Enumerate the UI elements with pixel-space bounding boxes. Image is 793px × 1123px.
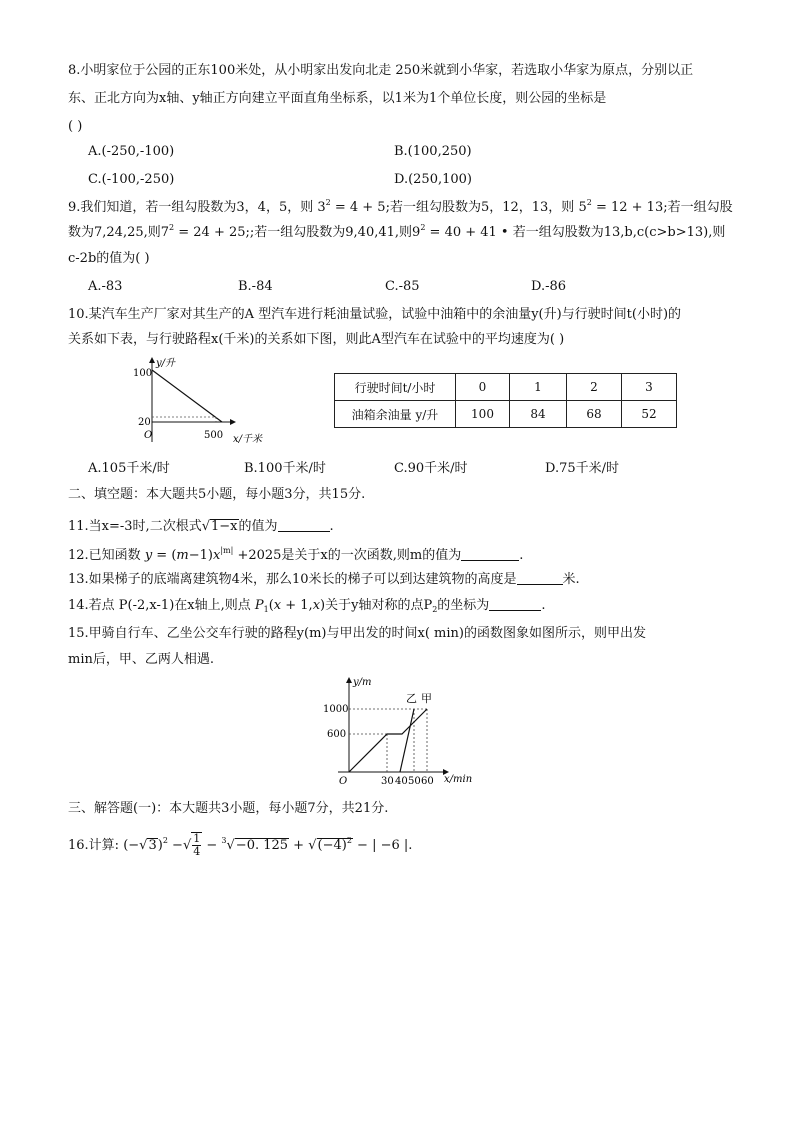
q12: 12.已知函数 $y = (m-1)x^{|m|} +2025$是关于x的一次函数,则m的值为 . bbox=[68, 546, 524, 563]
section-2-heading: 二、填空题：本大题共5小题，每小题3分，共15分. bbox=[68, 487, 366, 502]
q8-line-1: 8.小明家位于公园的正东100米处，从小明家出发向北走 250米就到小华家，若选取小华家为原点，分别以正 bbox=[68, 63, 694, 78]
q10-origin: O bbox=[144, 430, 153, 441]
q10-fuel-line bbox=[152, 370, 222, 422]
q9-line-2: 数为7,24,25,则$7^2 = 24 + 25$;;若一组勾股数为9,40,41,则$9^2 = 40 + 41$ • 若一组勾股数为13,b,c(c>b>13),则 bbox=[68, 223, 726, 240]
q10-fuel-graph bbox=[120, 350, 280, 455]
q8-line-2: 东、正北方向为x轴、y轴正方向建立平面直角坐标系，以1米为1个单位长度，则公园的坐标是 bbox=[68, 91, 607, 106]
q9-option-a: A.-83 bbox=[88, 279, 123, 294]
q15-label-jia: 甲 bbox=[421, 692, 432, 705]
q8-option-c: C.(-100,-250) bbox=[88, 172, 175, 187]
q10-line-2: 关系如下表，与行驶路程x(千米)的关系如下图，则此A型汽车在试验中的平均速度为( ) bbox=[68, 332, 565, 347]
q9-option-b: B.-84 bbox=[238, 279, 273, 294]
q10-x-label: x/千米 bbox=[233, 434, 263, 445]
q15-tick-40: 40 bbox=[395, 776, 408, 787]
table-cell: 1 bbox=[510, 374, 567, 401]
q10-line-1: 10.某汽车生产厂家对其生产的A 型汽车进行耗油量试验，试验中油箱中的余油量y(升)与行驶时间t(小时)的 bbox=[68, 307, 682, 322]
q10-option-c: C.90千米/时 bbox=[394, 461, 468, 476]
table-cell: 84 bbox=[510, 401, 567, 428]
q10-data-table bbox=[334, 373, 677, 428]
table-cell: 行驶时间t/小时 bbox=[335, 374, 456, 401]
q8-option-b: B.(100,250) bbox=[394, 144, 472, 159]
q15-distance-graph bbox=[310, 672, 480, 787]
q15-tick-600: 600 bbox=[327, 729, 347, 740]
q8-line-3: ( ) bbox=[68, 119, 83, 134]
q15-label-yi: 乙 bbox=[406, 692, 417, 705]
q10-option-b: B.100千米/时 bbox=[244, 461, 326, 476]
q9-line-1: 9.我们知道，若一组勾股数为3，4，5，则 $3^2 = 4 + 5$;若一组勾股数为5，12，13，则 $5^2 = 12 + 13$;若一组勾股 bbox=[68, 198, 733, 215]
table-cell: 52 bbox=[622, 401, 677, 428]
table-cell: 68 bbox=[567, 401, 622, 428]
q15-line-jia bbox=[349, 709, 427, 772]
q8-option-d: D.(250,100) bbox=[394, 172, 472, 187]
table-cell: 0 bbox=[456, 374, 510, 401]
table-row bbox=[335, 401, 677, 428]
q8-option-a: A.(-250,-100) bbox=[88, 144, 175, 159]
table-cell: 油箱余油量 y/升 bbox=[335, 401, 456, 428]
q15-line-yi bbox=[400, 709, 414, 772]
q10-tick-500: 500 bbox=[204, 430, 224, 441]
q15-line-1: 15.甲骑自行车、乙坐公交车行驶的路程y(m)与甲出发的时间x( min)的函数图象如图所示，则甲出发 bbox=[68, 626, 646, 641]
q10-option-a: A.105千米/时 bbox=[88, 461, 170, 476]
section-3-heading: 三、解答题(一)：本大题共3小题，每小题7分，共21分. bbox=[68, 801, 389, 816]
table-cell: 2 bbox=[567, 374, 622, 401]
q14: 14.若点 P(-2,x-1)在x轴上,则点 $P_1(x + 1,x)$关于y轴对称的点$P_2$的坐标为 . bbox=[68, 598, 546, 614]
q10-tick-100: 100 bbox=[133, 368, 153, 379]
q9-option-c: C.-85 bbox=[385, 279, 420, 294]
q15-x-label: x/min bbox=[444, 774, 473, 785]
q15-y-label: y/m bbox=[353, 677, 372, 688]
q9-option-d: D.-86 bbox=[531, 279, 567, 294]
q15-tick-30: 30 bbox=[381, 776, 394, 787]
q13: 13.如果梯子的底端离建筑物4米，那么10米长的梯子可以到达建筑物的高度是 米. bbox=[68, 572, 580, 587]
q15-tick-60: 60 bbox=[421, 776, 434, 787]
q11: 11.当x=-3时,二次根式√1−x的值为 . bbox=[68, 519, 334, 534]
q9-line-3: c-2b的值为( ) bbox=[68, 251, 150, 266]
q10-tick-20: 20 bbox=[138, 417, 151, 428]
q15-tick-1000: 1000 bbox=[323, 704, 349, 715]
q10-y-label: y/升 bbox=[156, 358, 176, 369]
q15-tick-50: 50 bbox=[408, 776, 421, 787]
q15-line-2: min后，甲、乙两人相遇. bbox=[68, 652, 214, 667]
q16-expression: 16.计算: $(-√3)^2$ −√ $\frac{1}{4}$ − $^3$√−0. $125 + √(-4)^2$ − | −6 |. bbox=[68, 832, 413, 858]
q15-origin: O bbox=[339, 776, 348, 787]
table-row bbox=[335, 374, 677, 401]
q10-option-d: D.75千米/时 bbox=[545, 461, 620, 476]
table-cell: 100 bbox=[456, 401, 510, 428]
table-cell: 3 bbox=[622, 374, 677, 401]
